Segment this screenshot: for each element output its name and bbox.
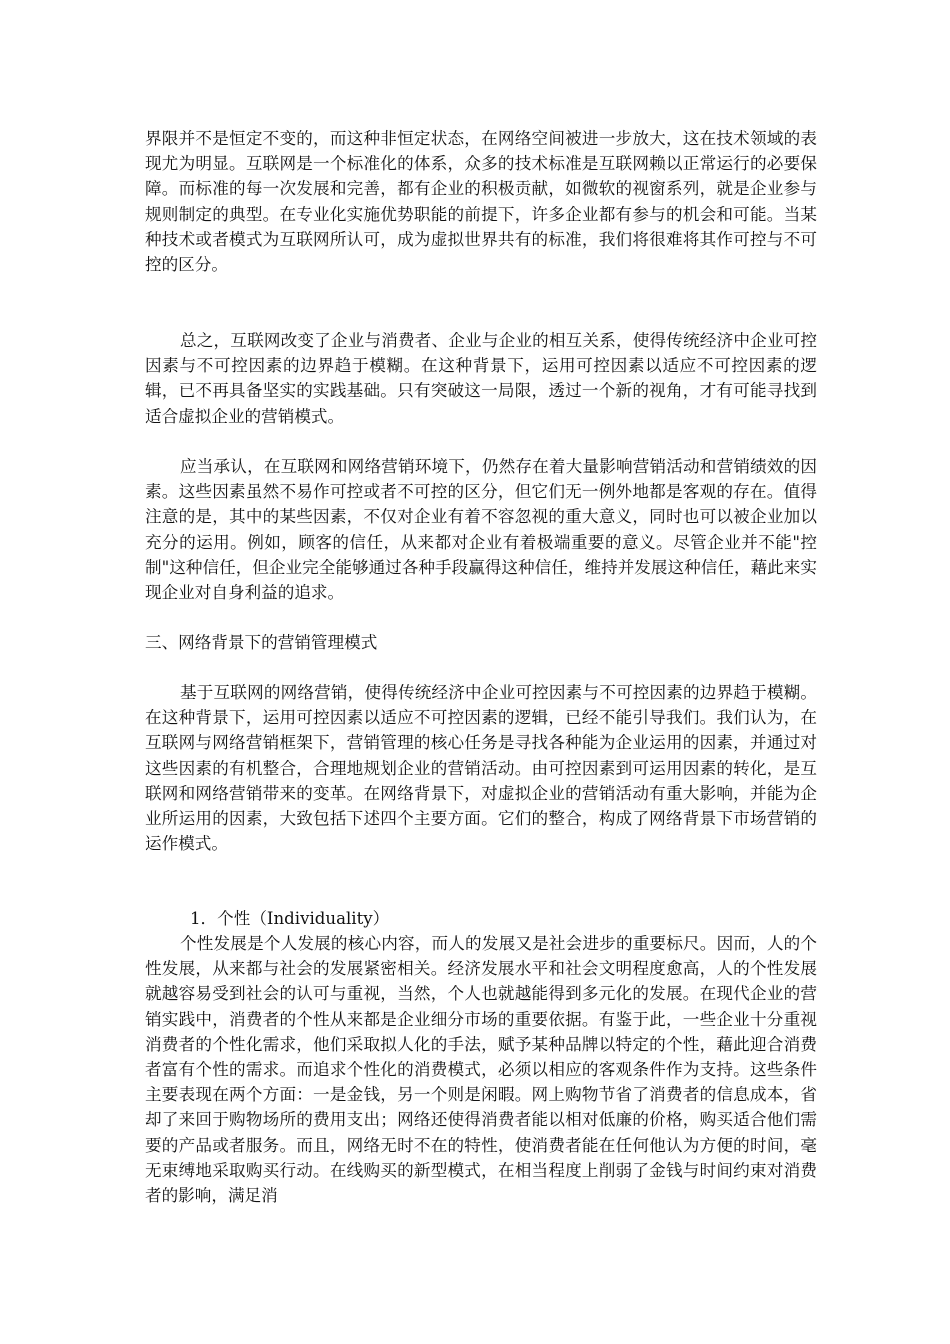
section-heading: 三、网络背景下的营销管理模式 bbox=[145, 633, 378, 652]
subsection-heading-individuality: 1．个性（Individuality） bbox=[190, 909, 390, 928]
paragraph-standards: 界限并不是恒定不变的，而这种非恒定状态，在网络空间被进一步放大，这在技术领域的表现尤为明显。互联网是一个标准化的体系，众多的技术标准是互联网赖以正常运行的必要保障。而标准的每一次发展和完善，都有企业的积极贡献，如微软的视窗系列，就是企业参与规则制定的典型。在专业化实施优势职能的前提下，许多企业都有参与的机会和可能。当某种技术或者模式为互联网所认可，成为虚拟世界共有的标准，我们将很难将其作可控与不可控的区分。 bbox=[145, 129, 817, 275]
paragraph-marketing-mode: 基于互联网的网络营销，使得传统经济中企业可控因素与不可控因素的边界趋于模糊。在这种背景下，运用可控因素以适应不可控因素的逻辑，已经不能引导我们。我们认为，在互联网与网络营销框架下，营销管理的核心任务是寻找各种能为企业运用的因素，并通过对这些因素的有机整合，合理地规划企业的营销活动。由可控因素到可运用因素的转化，是互联网和网络营销带来的变革。在网络背景下，对虚拟企业的营销活动有重大影响，并能为企业所运用的因素，大致包括下述四个主要方面。它们的整合，构成了网络背景下市场营销的运作模式。 bbox=[145, 683, 817, 854]
paragraph-summary: 总之，互联网改变了企业与消费者、企业与企业的相互关系，使得传统经济中企业可控因素与不可控因素的边界趋于模糊。在这种背景下，运用可控因素以适应不可控因素的逻辑，已不再具备坚实的实践基础。只有突破这一局限，透过一个新的视角，才有可能寻找到适合虚拟企业的营销模式。 bbox=[145, 331, 817, 426]
paragraph-trust: 应当承认，在互联网和网络营销环境下，仍然存在着大量影响营销活动和营销绩效的因素。这些因素虽然不易作可控或者不可控的区分，但它们无一例外地都是客观的存在。值得注意的是，其中的某些因素，不仅对企业有着不容忽视的重大意义，同时也可以被企业加以充分的运用。例如，顾客的信任，从来都对企业有着极端重要的意义。尽管企业并不能"控制"这种信任，但企业完全能够通过各种手段赢得这种信任，维持并发展这种信任，藉此来实现企业对自身利益的追求。 bbox=[145, 457, 817, 603]
paragraph-individuality: 个性发展是个人发展的核心内容，而人的发展又是社会进步的重要标尺。因而，人的个性发展，从来都与社会的发展紧密相关。经济发展水平和社会文明程度愈高，人的个性发展就越容易受到社会的认可与重视，当然，个人也就越能得到多元化的发展。在现代企业的营销实践中，消费者的个性从来都是企业细分市场的重要依据。有鉴于此，一些企业十分重视消费者的个性化需求，他们采取拟人化的手法，赋予某种品牌以特定的个性，藉此迎合消费者富有个性的需求。而追求个性化的消费模式，必须以相应的客观条件作为支持。这些条件主要表现在两个方面：一是金钱，另一个则是闲暇。网上购物节省了消费者的信息成本，省却了来回于购物场所的费用支出；网络还使得消费者能以相对低廉的价格，购买适合他们需要的产品或者服务。而且，网络无时不在的特性，使消费者能在任何他认为方便的时间，毫无束缚地采取购买行动。在线购买的新型模式，在相当程度上削弱了金钱与时间约束对消费者的影响，满足消 bbox=[145, 934, 817, 1206]
